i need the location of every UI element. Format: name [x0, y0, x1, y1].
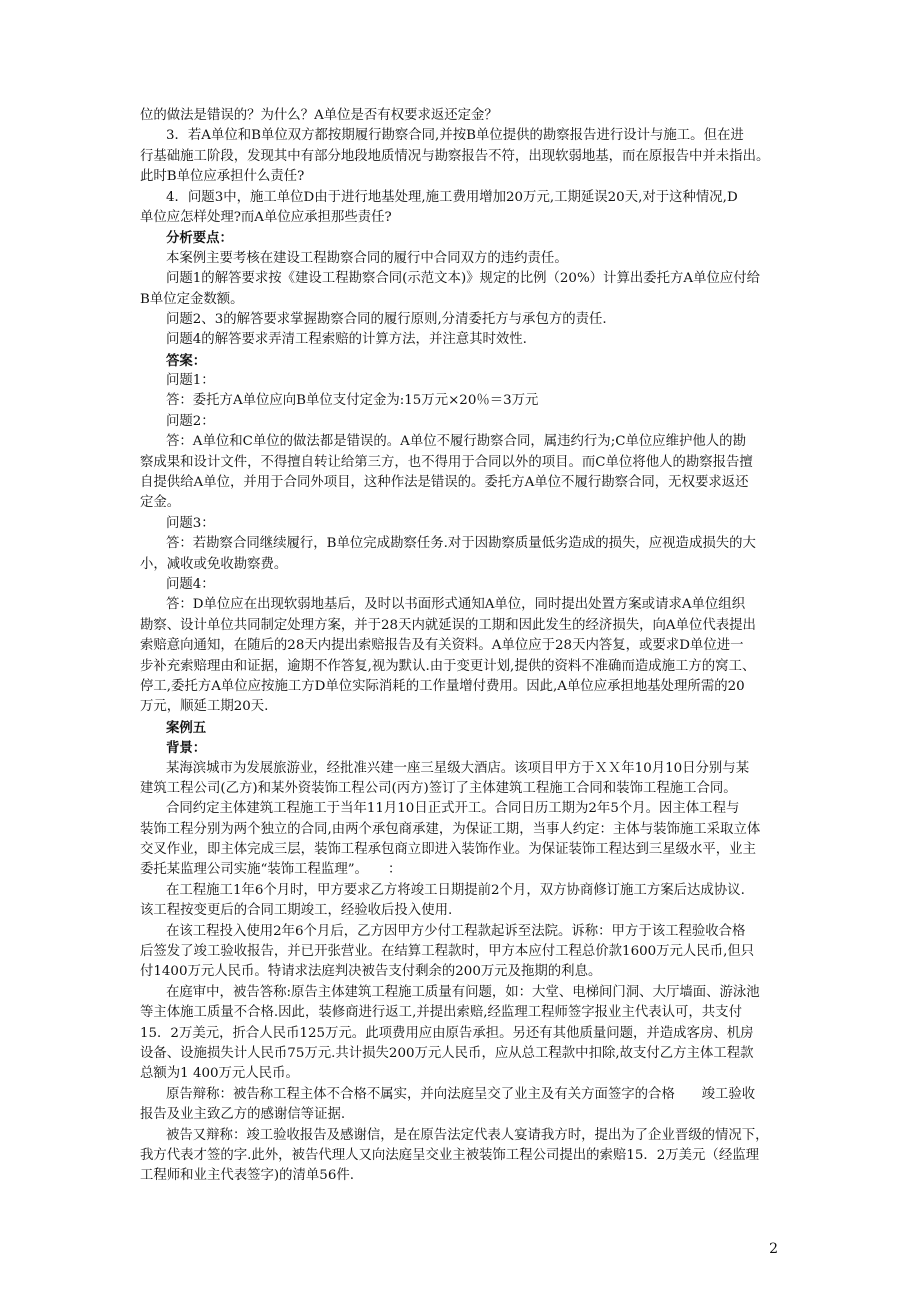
- text-line: 总额为1 400万元人民币。: [140, 1066, 299, 1082]
- text-line: 付1400万元人民币。特请求法庭判决被告支付剩余的200万元及拖期的利息。: [140, 964, 602, 980]
- text-line: 问题1的解答要求按《建设工程勘察合同(示范文本)》规定的比例（20%）计算出委托方A单位应付给: [166, 271, 761, 287]
- text-line: 在工程施工1年6个月时，甲方要求乙方将竣工日期提前2个月，双方协商修订施工方案后达成协议.: [166, 882, 745, 898]
- text-line: 等主体施工质量不合格.因此，装修商进行返工,并提出索赔,经监理工程师签字报业主代表认可，共支付: [140, 1005, 742, 1021]
- text-line: 行基础施工阶段，发现其中有部分地段地质情况与勘察报告不符，出现软弱地基，而在原报告中并未指出。: [140, 148, 770, 164]
- text-line: B单位定金数额。: [140, 291, 244, 307]
- section-heading: 背景：: [166, 740, 207, 757]
- text-line: 3．若A单位和B单位双方都按期履行勘察合同,并按B单位提供的勘察报告进行设计与施工。但在进: [166, 128, 744, 144]
- text-line: 万元，顺延工期20天.: [140, 699, 269, 715]
- text-line: 报告及业主致乙方的感谢信等证据.: [140, 1107, 346, 1123]
- text-line: 15．2万美元，折合人民币125万元。此项费用应由原告承担。另还有其他质量问题，并造成客房、机房: [140, 1025, 754, 1041]
- text-line: 问题4：: [166, 576, 215, 592]
- text-line: 工程师和业主代表签字)的清单56件.: [140, 1168, 354, 1184]
- text-line: 建筑工程公司(乙方)和某外资装饰工程公司(丙方)签订了主体建筑工程施工合同和装饰工程施工合同。: [140, 780, 737, 796]
- text-line: 该工程按变更后的合同工期竣工，经验收后投入使用.: [140, 903, 453, 919]
- section-heading: 案例五: [166, 719, 207, 736]
- text-line: 问题2：: [166, 413, 215, 429]
- text-line: 问题2、3的解答要求掌握勘察合同的履行原则,分清委托方与承包方的责任.: [166, 311, 607, 327]
- section-heading: 答案：: [166, 352, 207, 369]
- text-line: 被告又辩称：竣工验收报告及感谢信，是在原告法定代表人宴请我方时，提出为了企业晋级的情况下，: [166, 1127, 769, 1143]
- text-line: 本案例主要考核在建设工程勘察合同的履行中合同双方的违约责任。: [166, 250, 568, 266]
- text-line: 索赔意向通知，在随后的28天内提出索赔报告及有关资料。A单位应于28天内答复，或要求D单位进一: [140, 638, 744, 654]
- text-line: 在该工程投入使用2年6个月后，乙方因甲方少付工程款起诉至法院。诉称：甲方于该工程验收合格: [166, 923, 746, 939]
- text-line: 位的做法是错误的？为什么？A单位是否有权要求返还定金？: [140, 108, 498, 123]
- text-line: 停工,委托方A单位应按施工方D单位实际消耗的工作量增付费用。因此,A单位应承担地基处理所需的20: [140, 678, 745, 694]
- text-line: 委托某监理公司实施“装饰工程监理”。 ：: [140, 862, 402, 878]
- text-line: 交叉作业，即主体完成三层，装饰工程承包商立即进入装饰作业。为保证装饰工程达到三星级水平，业主: [140, 842, 756, 858]
- text-line: 答：D单位应在出现软弱地基后，及时以书面形式通知A单位，同时提出处置方案或请求A单位组织: [166, 597, 746, 613]
- text-line: 步补充索赔理由和证据，逾期不作答复,视为默认.由于变更计划,提供的资料不准确而造成施工方的窝工、: [140, 658, 756, 674]
- text-line: 定金。: [140, 495, 181, 511]
- text-line: 某海滨城市为发展旅游业，经批准兴建一座三星级大酒店。该项目甲方于ＸＸ年10月10日分别与某: [166, 760, 750, 776]
- text-line: 我方代表才签的字.此外，被告代理人又向法庭呈交业主被装饰工程公司提出的索赔15．2万美元（经监理: [140, 1147, 759, 1163]
- text-line: 答：A单位和C单位的做法都是错误的。A单位不履行勘察合同，属违约行为;C单位应维护他人的勘: [166, 434, 746, 450]
- text-line: 勘察、设计单位共同制定处理方案，并于28天内就延误的工期和因此发生的经济损失，向A单位代表提出: [140, 617, 756, 633]
- text-line: 自提供给A单位，并用于合同外项目，这种作法是错误的。委托方A单位不履行勘察合同，无权要求返还: [140, 475, 749, 491]
- section-heading: 分析要点：: [166, 230, 233, 247]
- text-line: 答：委托方A单位应向B单位支付定金为:15万元×20％＝3万元: [166, 393, 539, 409]
- text-line: 问题4的解答要求弄清工程索赔的计算方法，并注意其时效性.: [166, 332, 527, 348]
- text-line: 装饰工程分别为两个独立的合同,由两个承包商承建，为保证工期，当事人约定：主体与装饰施工采取立体: [140, 821, 761, 837]
- text-line: 4．问题3中，施工单位D由于进行地基处理,施工费用增加20万元,工期延误20天,对于这种情况,D: [166, 189, 738, 205]
- text-line: 设备、设施损失计人民币75万元.共计损失200万元人民币，应从总工程款中扣除,故支付乙方主体工程款: [140, 1045, 754, 1061]
- text-line: 答：若勘察合同继续履行，B单位完成勘察任务.对于因勘察质量低劣造成的损失，应视造成损失的大: [166, 536, 756, 552]
- text-line: 后签发了竣工验收报告，并已开张营业。在结算工程款时，甲方本应付工程总价款1600万元人民币,但只: [140, 944, 755, 960]
- text-line: 在庭审中，被告答称:原告主体建筑工程施工质量有问题，如：大堂、电梯间门洞、大厅墙面、游泳池: [166, 984, 760, 1000]
- text-line: 问题3：: [166, 515, 215, 531]
- text-line: 察成果和设计文件，不得擅自转让给第三方，也不得用于合同以外的项目。而C单位将他人的勘察报告擅: [140, 454, 753, 470]
- text-line: 问题1：: [166, 373, 215, 389]
- text-line: 此时B单位应承担什么责任?: [140, 169, 305, 185]
- text-line: 单位应怎样处理?而A单位应承担那些责任?: [140, 209, 392, 225]
- page-number: 2: [769, 1241, 778, 1257]
- text-line: 小，减收或免收勘察费。: [140, 556, 288, 572]
- text-line: 原告辩称：被告称工程主体不合格不属实，并向法庭呈交了业主及有关方面签字的合格 竣工验收: [166, 1086, 756, 1102]
- text-line: 合同约定主体建筑工程施工于当年11月10日正式开工。合同日历工期为2年5个月。因主体工程与: [166, 801, 740, 817]
- page-content: [140, 106, 784, 1187]
